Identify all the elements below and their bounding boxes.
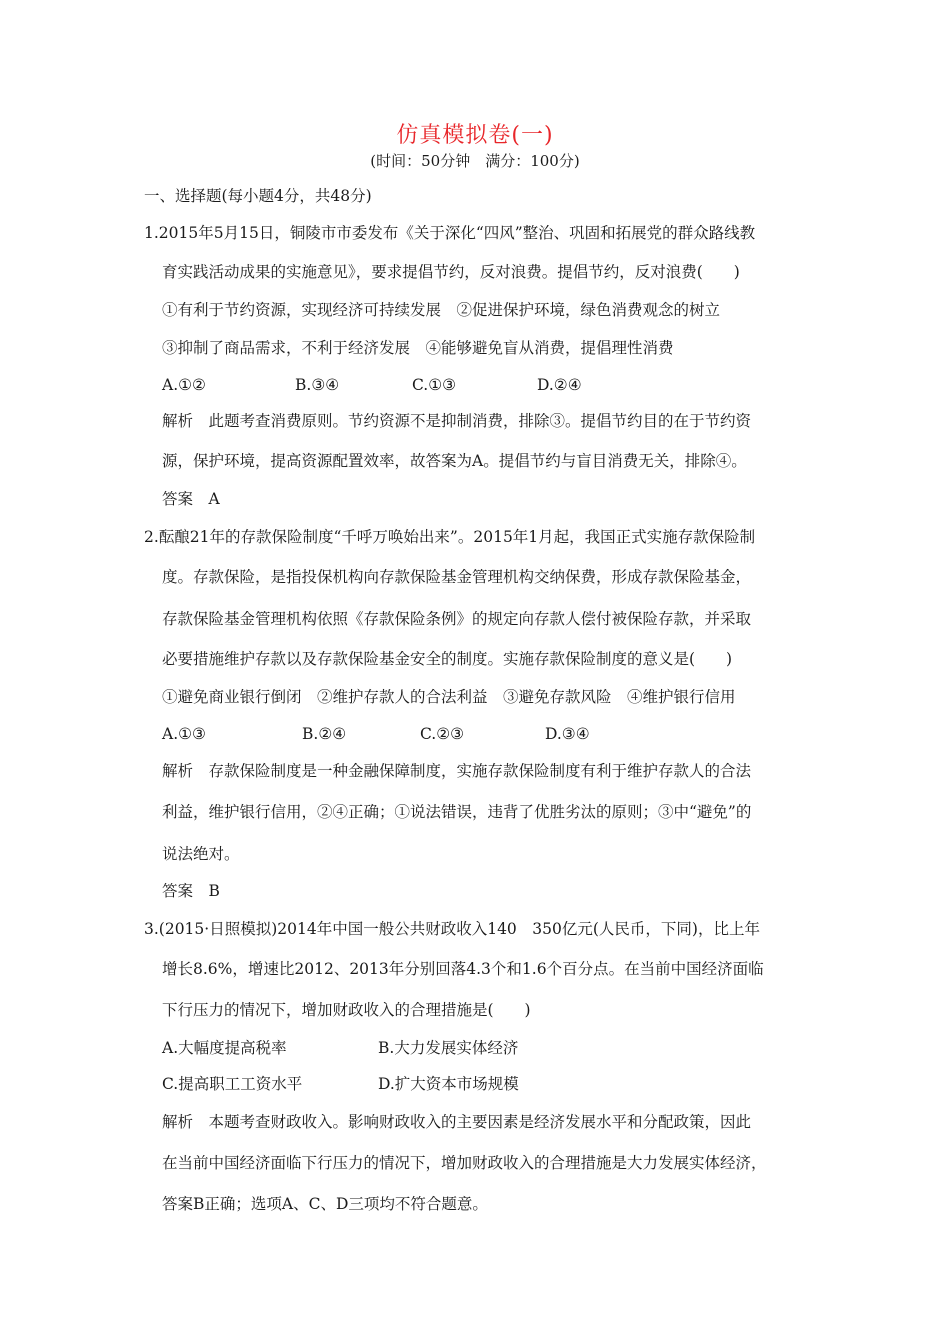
q2-stem-line: 必要措施维护存款以及存款保险基金安全的制度。实施存款保险制度的意义是( ): [162, 650, 733, 668]
page-title: 仿真模拟卷(一): [396, 123, 554, 148]
q1-analysis-line: 源，保护环境，提高资源配置效率，故答案为A。提倡节约与盲目消费无关，排除④。: [162, 452, 747, 470]
q2-option-c: C.②③: [420, 725, 465, 743]
q1-stem-line: 1.2015年5月15日，铜陵市市委发布《关于深化“四风”整治、巩固和拓展党的群众路线教: [144, 224, 756, 242]
q2-analysis-line: 利益，维护银行信用，②④正确；①说法错误，违背了优胜劣汰的原则；③中“避免”的: [162, 803, 752, 821]
q2-analysis-line: 说法绝对。: [162, 845, 240, 863]
q3-stem-line: 下行压力的情况下，增加财政收入的合理措施是( ): [162, 1001, 531, 1019]
q3-stem-line: 3.(2015·日照模拟)2014年中国一般公共财政收入140 350亿元(人民币，下同)，比上年: [144, 920, 760, 938]
q1-option-d: D.②④: [537, 376, 582, 394]
q2-analysis-line: 解析 存款保险制度是一种金融保障制度，实施存款保险制度有利于维护存款人的合法: [162, 762, 752, 780]
exam-info: (时间：50分钟 满分：100分): [370, 152, 580, 170]
q1-option-a: A.①②: [162, 376, 206, 394]
q2-answer: 答案 B: [162, 882, 220, 900]
q1-stem-line: ③抑制了商品需求，不利于经济发展 ④能够避免盲从消费，提倡理性消费: [162, 339, 674, 357]
q3-analysis-line: 答案B正确；选项A、C、D三项均不符合题意。: [162, 1195, 488, 1213]
section-heading: 一、选择题(每小题4分，共48分): [144, 187, 372, 205]
q3-option-c: C.提高职工工资水平: [162, 1075, 303, 1093]
q3-option-d: D.扩大资本市场规模: [378, 1075, 519, 1093]
q3-option-b: B.大力发展实体经济: [378, 1039, 519, 1057]
q3-analysis-line: 解析 本题考查财政收入。影响财政收入的主要因素是经济发展水平和分配政策，因此: [162, 1113, 752, 1131]
q1-option-b: B.③④: [295, 376, 340, 394]
q3-analysis-line: 在当前中国经济面临下行压力的情况下，增加财政收入的合理措施是大力发展实体经济，: [162, 1154, 767, 1172]
q1-analysis-line: 解析 此题考查消费原则。节约资源不是抑制消费，排除③。提倡节约目的在于节约资: [162, 412, 752, 430]
q2-stem-line: 2.酝酿21年的存款保险制度“千呼万唤始出来”。2015年1月起，我国正式实施存款保险制: [144, 528, 756, 546]
q2-stem-line: ①避免商业银行倒闭 ②维护存款人的合法利益 ③避免存款风险 ④维护银行信用: [162, 688, 736, 706]
q2-stem-line: 度。存款保险，是指投保机构向存款保险基金管理机构交纳保费，形成存款保险基金，: [162, 568, 752, 586]
q3-option-a: A.大幅度提高税率: [162, 1039, 287, 1057]
q2-option-a: A.①③: [162, 725, 206, 743]
q2-stem-line: 存款保险基金管理机构依照《存款保险条例》的规定向存款人偿付被保险存款，并采取: [162, 610, 752, 628]
q2-option-d: D.③④: [545, 725, 590, 743]
q3-stem-line: 增长8.6%，增速比2012、2013年分别回落4.3个和1.6个百分点。在当前中国经济面临: [162, 960, 764, 978]
q1-stem-line: ①有利于节约资源，实现经济可持续发展 ②促进保护环境，绿色消费观念的树立: [162, 301, 721, 319]
q2-option-b: B.②④: [302, 725, 347, 743]
q1-option-c: C.①③: [412, 376, 457, 394]
q1-answer: 答案 A: [162, 490, 220, 508]
q1-stem-line: 育实践活动成果的实施意见》，要求提倡节约，反对浪费。提倡节约，反对浪费( ): [162, 263, 740, 281]
